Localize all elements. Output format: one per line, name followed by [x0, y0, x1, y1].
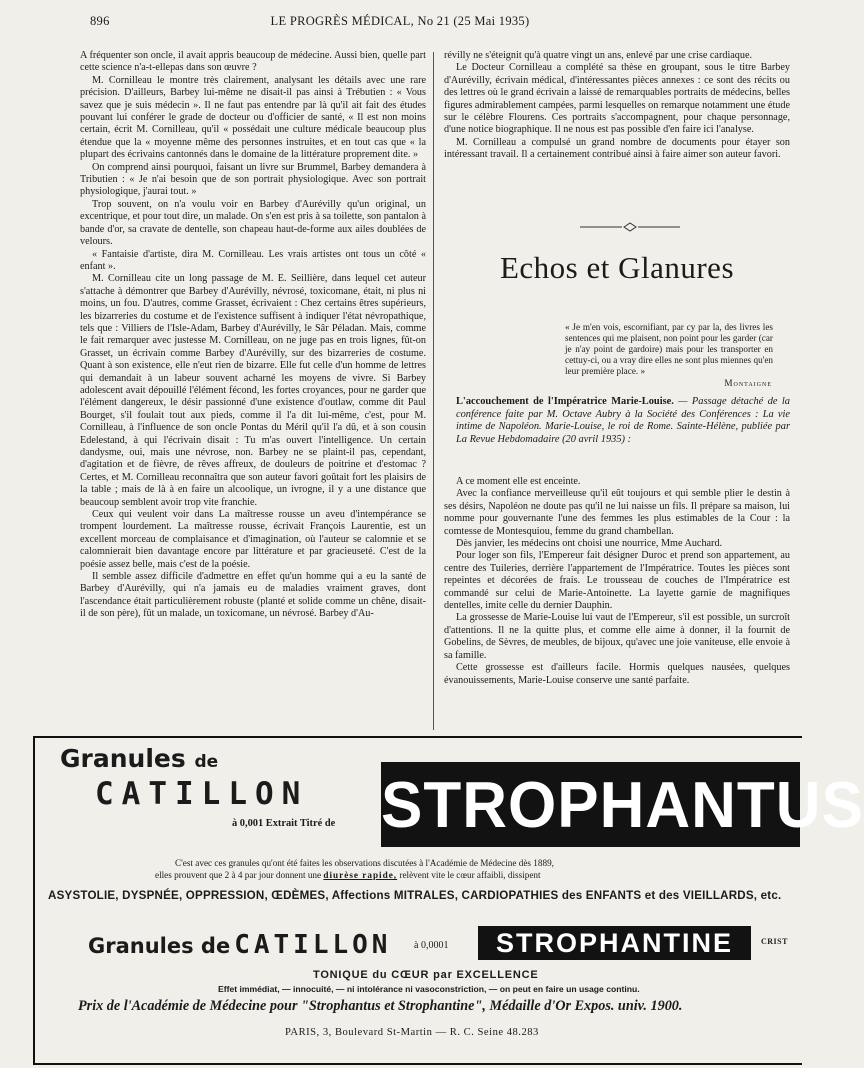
paragraph: révilly ne s'éteignit qu'à quatre vingt un ans, enlevé par une crise cardiaque.	[444, 50, 753, 61]
paragraph: M. Cornilleau a compulsé un grand nombre de documents pour étayer son intéressant travail. Il a certainement contribué ainsi à faire aimer son auteur favori.	[444, 136, 790, 161]
paragraph: Il semble assez difficile d'admettre en effet qu'un homme qui a eu la santé de Barbey d'Aurévilly, qui n'a jamais eu de maladies vraiment graves, dont l'ascendance était particulièrement robuste (planté et solide comme un chêne, disait-il de son père), fût un malade, un toxicomane, un névrosé. Barbey d'Au-	[80, 571, 426, 620]
paragraph: A ce moment elle est enceinte.	[456, 476, 581, 487]
epigraph-author: Montaigne	[724, 378, 772, 388]
ad-observations-line-2	[155, 870, 541, 880]
ad-granules-heading-2	[88, 930, 391, 960]
ad-granules-heading	[60, 744, 218, 773]
journal-title: LE PROGRÈS MÉDICAL, No 21 (25 Mai 1935)	[270, 14, 530, 28]
article-heading	[456, 396, 790, 446]
ad-strophantine-text: STROPHANTINE	[495, 928, 733, 958]
paragraph: A fréquenter son oncle, il avait appris beaucoup de médecine. Aussi bien, quelle part cette science n'a-t-ellepas dans son œuvre ?	[80, 50, 426, 74]
paragraph: On comprend ainsi pourquoi, faisant un livre sur Brummel, Barbey demandera à Tributien : « Je n'ai besoin que de son portrait physiologique. Avec son portrait physiologique, j'aurai tout. »	[80, 161, 426, 198]
paragraph: Trop souvent, on n'a voulu voir en Barbey d'Aurévilly qu'un original, un excentrique, et pour tout dire, un malade. On s'en est pris à sa toilette, son pantalon à bande d'or, sa cravate de dentelle, son chapeau haut-de-forme aux ailes doublées de velours.	[80, 198, 426, 248]
paragraph: Cette grossesse est d'ailleurs facile. Hormis quelques nausées, quelques évanouissements, Marie-Louise conserve une santé parfaite.	[444, 662, 790, 686]
page-header	[0, 14, 800, 34]
epigraph: « Je m'en vois, escornifiant, par cy par la, des livres les sentences qui me plaisent, non point pour les garder (car je n'ay point de gardoire) mais pour les transporter en cettuy-ci, ou a vray dire elles ne sont plus miennes qu'en leur première place. »	[565, 322, 773, 376]
ad-effets: Effet immédiat, — innocuité, — ni intolérance ni vasoconstriction, — on peut en faire un usage continu.	[218, 984, 640, 994]
ad-catillon-brand: CATILLON	[95, 776, 309, 812]
ad-crist-label: CRIST	[761, 937, 788, 946]
paragraph: Avec la confiance merveilleuse qu'il eût toujours et qui semble plier le destin à ses désirs, Napoléon ne doute pas qu'il ne lui naisse un fils. Il prépare sa maison, lui nomme pour gouvernante l'une des femmes les plus estimables de la Cour : la comtesse de Montesquiou, femme du grand chambellan.	[444, 488, 790, 537]
ad-indications: ASYSTOLIE, DYSPNÉE, OPPRESSION, ŒDÈMES, Affections MITRALES, CARDIOPATHIES des ENFANTS et des VIEILLARDS, etc.	[48, 889, 782, 902]
paragraph: M. Cornilleau le montre très clairement, analysant les détails avec une rare précision. D'ailleurs, Barbey lui-même ne disait-il pas ainsi à Trébutien : « Vous savez que je suis médecin ». Il ne faut pas entendre par là qu'il ait fait des études pouvant lui conférer le grade de docteur ou d'officier de santé, « Il est non moins certain, écrit M. Cornilleau, qu'il « possédait une culture médicale beaucoup plus étendue que la « moyenne même des personnes instruites, et en tout cas que « la plupart des écrivains cantonnés dans le domaine de la littérature proprement dite. »	[80, 74, 426, 161]
paragraph: Dès janvier, les médecins ont choisi une nourrice, Mme Auchard.	[456, 538, 723, 550]
paragraph: Pour loger son fils, l'Empereur fait désigner Duroc et prend son appartement, au centre des Tuileries, derrière l'appartement de l'Impératrice. Toutes les pièces sont repeintes et décorées de frais. Le trousseau de couches de l'Impératrice est commandé sur celui de Marie-Antoinette. La layette garnie de magnifiques dentelles, imite celle du dernier Dauphin.	[444, 550, 790, 612]
ad-address: PARIS, 3, Boulevard St-Martin — R. C. Seine 48.283	[285, 1027, 539, 1038]
paragraph: Le Docteur Cornilleau a complété sa thèse en groupant, sous le titre Barbey d'Aurévilly, écrivain médical, d'intéressantes pièces annexes : ce sont des récits ou des lettres où le grand écrivain a laissé de remarquables portraits de médecins, belles figures admirablement campées, parmi lesquelles on remarque notamment une étude sur le célèbre Flourens. Ces portraits s'accompagnent, pour chaque personnage, d'une notice biographique. Il ne nous est pas possible d'en faire ici l'analyse.	[444, 62, 790, 136]
ad-diurese: diurèse rapide,	[323, 870, 398, 880]
page-number: 896	[90, 14, 110, 28]
paragraph: « Fantaisie d'artiste, dira M. Cornilleau. Les vrais artistes ont tous un côté « enfant ».	[80, 248, 426, 272]
ad-obs-part: elles prouvent que 2 à 4 par jour donnent une	[155, 870, 322, 880]
right-column	[444, 50, 790, 162]
left-column	[80, 50, 426, 621]
ad-dose-line: à 0,001 Extrait Titré de	[232, 818, 336, 829]
paragraph: La grossesse de Marie-Louise lui vaut de l'Empereur, s'il est possible, un surcroît d'attentions. Il ne la quitte plus, et comme elle aime à donner, il la fournit de Gobelins, de Sèvres, de meubles, de bijoux, qu'avec une joie vaniteuse, elle envoie à sa famille.	[444, 612, 790, 661]
ad-strophantus-banner	[381, 762, 864, 847]
ad-dose-2: à 0,0001	[414, 940, 449, 951]
ad-strophantus-text: STROPHANTUS	[381, 769, 864, 842]
ad-observations-line: C'est avec ces granules qu'ont été faites les observations discutées à l'Académie de Médecine dès 1889,	[175, 858, 554, 868]
article-body	[444, 476, 790, 687]
column-divider	[433, 52, 434, 730]
article-title: L'accouchement de l'Impératrice Marie-Louise.	[456, 396, 674, 407]
article-source: — Passage détaché de la conférence faite par M. Octave Aubry à la Société des Conférences : La vie intime de Napoléon. Marie-Louise, le roi de Rome. Sainte-Hélène, publiée par La Revue Hebdomadaire (20 avril 1935) :	[456, 396, 790, 445]
paragraph: Ceux qui veulent voir dans La maîtresse rousse un aveu d'intempérance se trompent lourdement. La maîtresse rousse, écrivait François Laurentie, est un excellent morceau de complaisance et d'imagination, où l'auteur se calomnie et se calomnierait bien davantage encore par littérature et par gracieuseté. C'est de la poésie assez belle, mais c'est de la poésie.	[80, 509, 426, 570]
ad-prix: Prix de l'Académie de Médecine pour "Strophantus et Strophantine", Médaille d'Or Expos. univ. 1900.	[78, 998, 683, 1014]
ad-de-word: de	[194, 752, 219, 772]
ad-strophantine-banner	[478, 926, 751, 960]
ad-granules-word: Granules de	[88, 934, 231, 958]
ad-granules-word: Granules	[60, 744, 186, 773]
ad-tonique: TONIQUE du CŒUR par EXCELLENCE	[313, 969, 539, 981]
ad-obs-part: relèvent vite le cœur affaibli, dissipent	[399, 870, 541, 880]
ad-catillon-brand-2: CATILLON	[234, 930, 392, 960]
ornament-divider	[580, 222, 680, 232]
paragraph: M. Cornilleau cite un long passage de M. E. Seillière, dans lequel cet auteur s'attache à démontrer que Barbey d'Aurévilly, névrosé, toxicomane, était, ni plus ni moins, un fou. D'autres, comme Grasset, écrivaient : Chez certains êtres supérieurs, les bizarreries du costume et de l'existence suffisent à indiquer l'état névropathique, tels que : Villiers de l'Isle-Adam, Barbey d'Aurévilly, le Sâr Péladan. Mais, comme le fait remarquer avec justesse M. Cornilleau, on ne juge pas en trois lignes, fût-on Grasset, un écrivain comme Barbey d'Aurévilly, sur des bizarreries de costume. Quant à son existence, elle n'eut rien de bizarre. Elle fut celle d'un homme de lettres qui demandait à un labeur souvent acharné les moyens de vivre. Si Barbey adolescent avait dépouillé l'élément fécond, les fortes croyances, pour ne garder que l'élément dangereux, le désir passionné d'une existence d'outlaw, comme dit Paul Bourget, s'il foulait tout aux pieds, comme il l'a dit lui-même, c'est, pour M. Cornilleau, à l'influence de son oncle Pontas du Méril qu'il l'a dû, et à son cousin Edelestand, à qui l'écrivain disait : Tu m'as ouvert l'intelligence. Un certain dandysme, oui, mais une névrose, non. Barbey ne se plaint-il pas, cependant, d'agitation et de fièvre, de rêves affreux, de douleurs de poitrine et d'estomac ? Certes, et M. Cornilleau reconnaîtra que son auteur favori goûtait fort les plaisirs de la table ; mais de là à en faire un alcoolique, un ivrogne, il y a une distance que beaucoup semblent avoir trop vite franchie.	[80, 273, 426, 508]
section-title: Echos et Glanures	[499, 250, 735, 285]
